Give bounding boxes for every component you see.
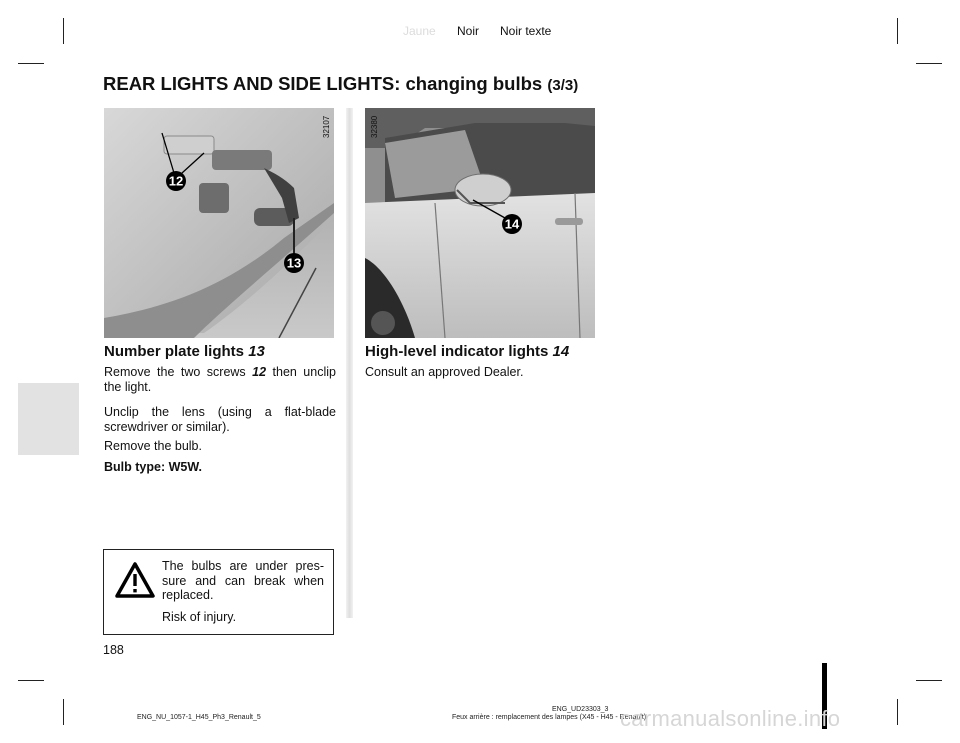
photo-tailgate xyxy=(104,108,334,338)
page-title-part: (3/3) xyxy=(547,77,579,94)
tailgate-illustration xyxy=(104,108,334,338)
section-title-high-level-indicator-lights: High-level indicator lights 14 xyxy=(365,343,570,360)
watermark: carmanualsonline.info xyxy=(620,706,841,731)
crop-mark xyxy=(63,699,64,725)
callout-14: 14 xyxy=(504,216,520,232)
crop-mark xyxy=(916,63,942,64)
photo-code-right: 32380 xyxy=(370,115,379,138)
page-number: 188 xyxy=(103,643,124,657)
warning-risk: Risk of injury. xyxy=(162,610,237,624)
callout-12: 12 xyxy=(168,173,184,189)
crop-mark xyxy=(18,63,44,64)
print-mark-noir: Noir xyxy=(457,24,480,38)
page-title-main: REAR LIGHTS AND SIDE LIGHTS: changing bulbs xyxy=(103,73,543,94)
crop-mark xyxy=(897,699,898,725)
side-mirror-illustration xyxy=(365,108,595,338)
paragraph-bulb-type: Bulb type: W5W. xyxy=(104,460,202,474)
crop-mark xyxy=(63,18,64,44)
chapter-tab xyxy=(18,383,79,455)
crop-mark xyxy=(18,680,44,681)
print-mark-noir-texte: Noir texte xyxy=(500,24,552,38)
print-mark-jaune: Jaune xyxy=(403,24,436,38)
page-title xyxy=(103,73,578,95)
crop-mark xyxy=(916,680,942,681)
photo-code-left: 32107 xyxy=(322,115,331,138)
footer-right-line2: Feux arrière : remplacement des lampes (X45 - H45 - Renault) xyxy=(452,714,647,721)
callout-13: 13 xyxy=(286,255,302,271)
column-divider xyxy=(346,108,353,618)
paragraph-unclip-lens: Unclip the lens (using a flat-blade screwdriver or similar). xyxy=(104,405,336,434)
section-title-number-plate-lights: Number plate lights 13 xyxy=(104,343,265,360)
warning-text: The bulbs are under pres-sure and can break when replaced. xyxy=(162,559,324,602)
warning-box xyxy=(103,549,334,635)
warning-triangle-icon xyxy=(114,561,156,599)
photo-side-mirror xyxy=(365,108,595,338)
paragraph-remove-bulb: Remove the bulb. xyxy=(104,439,202,453)
footer-right-line1: ENG_UD23303_3 xyxy=(552,706,609,713)
paragraph-remove-screws: Remove the two screws 12 then unclip the light. xyxy=(104,365,336,394)
crop-mark xyxy=(897,18,898,44)
footer-left: ENG_NU_1057-1_H45_Ph3_Renault_5 xyxy=(137,714,261,721)
paragraph-consult-dealer: Consult an approved Dealer. xyxy=(365,365,524,379)
